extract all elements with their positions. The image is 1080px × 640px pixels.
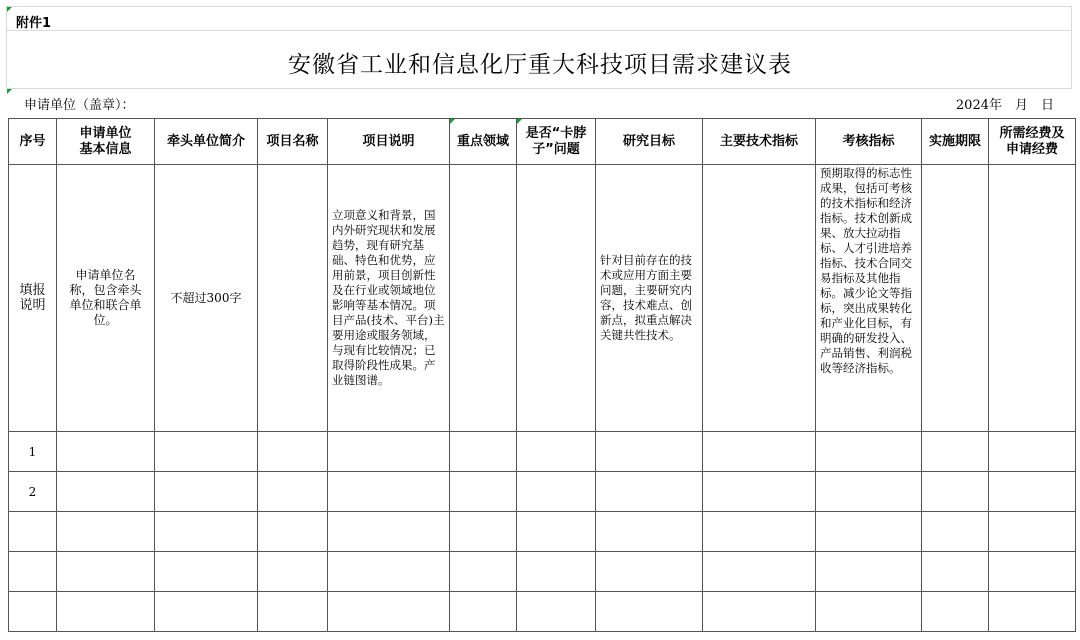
cell-applicant-info[interactable]	[57, 165, 155, 432]
cell-seq[interactable]: 2	[9, 472, 57, 512]
cell[interactable]	[989, 432, 1076, 472]
cell[interactable]	[703, 512, 816, 552]
comment-marker-icon	[7, 7, 12, 12]
cell[interactable]	[703, 472, 816, 512]
table-row	[9, 552, 1076, 592]
instructions-row	[9, 165, 1076, 432]
date-text: 2024年 月 日	[955, 98, 1054, 113]
cell[interactable]	[596, 592, 703, 632]
instructions-seq-label: 填报说明	[19, 283, 46, 313]
cell[interactable]	[258, 472, 328, 512]
cell[interactable]	[57, 432, 155, 472]
cell[interactable]	[328, 512, 450, 552]
cell[interactable]	[596, 512, 703, 552]
cell-research-goal[interactable]	[596, 165, 703, 432]
lead-intro-note: 不超过300字	[170, 290, 242, 305]
table-row	[9, 592, 1076, 632]
col-header-bottleneck[interactable]	[517, 119, 596, 165]
cell[interactable]	[155, 432, 258, 472]
cell-seq[interactable]	[9, 552, 57, 592]
cell-lead-intro[interactable]	[155, 165, 258, 432]
cell[interactable]	[450, 512, 517, 552]
cell[interactable]	[258, 552, 328, 592]
cell[interactable]	[450, 472, 517, 512]
attachment-label: 附件1	[16, 16, 52, 31]
col-header-tech-indicators[interactable]: 主要技术指标	[703, 119, 816, 165]
cell-seq[interactable]: 1	[9, 432, 57, 472]
cell[interactable]	[517, 472, 596, 512]
col-header-label: 是否“卡脖 子”问题	[525, 125, 587, 157]
col-header-key-area[interactable]: 重点领域	[450, 119, 517, 165]
cell[interactable]	[517, 432, 596, 472]
cell[interactable]	[816, 472, 922, 512]
col-header-lead-intro[interactable]: 牵头单位简介	[155, 119, 258, 165]
cell-funding[interactable]	[989, 165, 1076, 432]
cell[interactable]	[922, 552, 989, 592]
table-row	[9, 472, 1076, 512]
gridline	[6, 88, 1072, 89]
cell-key-area[interactable]	[450, 165, 517, 432]
col-header-label: 申请单位 基本信息	[79, 125, 132, 157]
cell[interactable]	[57, 592, 155, 632]
col-header-project-desc[interactable]: 项目说明	[328, 119, 450, 165]
gridline	[6, 30, 1072, 31]
cell[interactable]	[57, 512, 155, 552]
cell-bottleneck[interactable]	[517, 165, 596, 432]
cell[interactable]	[328, 552, 450, 592]
cell[interactable]	[816, 592, 922, 632]
col-header-research-goal[interactable]: 研究目标	[596, 119, 703, 165]
table-row	[9, 432, 1076, 472]
cell-seq[interactable]	[9, 512, 57, 552]
research-goal-note: 针对目前存在的技术或应用方面主要问题，主要研究内容，技术难点、创新点，拟重点解决关键共性技术。	[600, 253, 692, 342]
cell[interactable]	[922, 432, 989, 472]
assessment-note: 预期取得的标志性成果，包括可考核的技术指标和经济指标。技术创新成果、放大拉动指标、人才引进培养指标、技术合同交易指标及其他指标。减少论文等指标，突出成果转化和产业化目标，有明确的研发投入、产品销售、利润税收等经济指标。	[820, 166, 912, 375]
col-header-assessment[interactable]: 考核指标	[816, 119, 922, 165]
cell[interactable]	[258, 512, 328, 552]
col-header-label: 所需经费及 申请经费	[999, 125, 1065, 157]
cell[interactable]	[517, 512, 596, 552]
cell[interactable]	[596, 432, 703, 472]
cell[interactable]	[155, 472, 258, 512]
cell[interactable]	[989, 552, 1076, 592]
cell[interactable]	[258, 432, 328, 472]
cell[interactable]	[155, 552, 258, 592]
cell[interactable]	[989, 472, 1076, 512]
col-header-applicant-info[interactable]	[57, 119, 155, 165]
gridline	[6, 6, 1072, 7]
cell[interactable]	[258, 592, 328, 632]
cell-project-name[interactable]	[258, 165, 328, 432]
comment-marker-icon	[7, 89, 12, 94]
cell[interactable]	[922, 512, 989, 552]
col-header-funding[interactable]	[989, 119, 1076, 165]
cell[interactable]	[517, 592, 596, 632]
table-row	[9, 512, 1076, 552]
cell[interactable]	[155, 512, 258, 552]
cell[interactable]	[922, 472, 989, 512]
cell[interactable]	[703, 432, 816, 472]
cell[interactable]	[989, 592, 1076, 632]
col-header-period[interactable]: 实施期限	[922, 119, 989, 165]
cell[interactable]	[816, 432, 922, 472]
cell-seq[interactable]	[9, 165, 57, 432]
cell[interactable]	[517, 552, 596, 592]
cell[interactable]	[596, 552, 703, 592]
cell-seq[interactable]	[9, 592, 57, 632]
cell[interactable]	[989, 512, 1076, 552]
applicant-info-note: 申请单位名称，包含牵头单位和联合单位。	[69, 268, 142, 327]
cell[interactable]	[328, 472, 450, 512]
col-header-project-name[interactable]: 项目名称	[258, 119, 328, 165]
cell-assessment[interactable]	[816, 165, 922, 432]
cell[interactable]	[328, 432, 450, 472]
cell[interactable]	[57, 552, 155, 592]
cell[interactable]	[57, 472, 155, 512]
cell[interactable]	[328, 592, 450, 632]
cell[interactable]	[703, 552, 816, 592]
table-header-row	[9, 119, 1076, 165]
cell-project-desc[interactable]	[328, 165, 450, 432]
cell-tech-indicators[interactable]	[703, 165, 816, 432]
cell[interactable]	[450, 432, 517, 472]
cell[interactable]	[816, 512, 922, 552]
cell[interactable]	[450, 592, 517, 632]
col-header-seq[interactable]: 序号	[9, 119, 57, 165]
cell[interactable]	[450, 552, 517, 592]
cell[interactable]	[155, 592, 258, 632]
cell[interactable]	[596, 472, 703, 512]
cell[interactable]	[703, 592, 816, 632]
cell-period[interactable]	[922, 165, 989, 432]
requirements-table	[8, 118, 1076, 632]
page-title: 安徽省工业和信息化厅重大科技项目需求建议表	[288, 52, 792, 78]
project-desc-note: 立项意义和背景，国内外研究现状和发展趋势，现有研究基础、特色和优势，应用前景，项目创新性及在行业或领域地位影响等基本情况。项目产品(技术、平台)主要用途或服务领域，与现有比较情况；已取得阶段性成果。产业链图谱。	[332, 208, 445, 387]
cell[interactable]	[922, 592, 989, 632]
cell[interactable]	[816, 552, 922, 592]
applicant-label: 申请单位（盖章）：	[24, 98, 135, 113]
